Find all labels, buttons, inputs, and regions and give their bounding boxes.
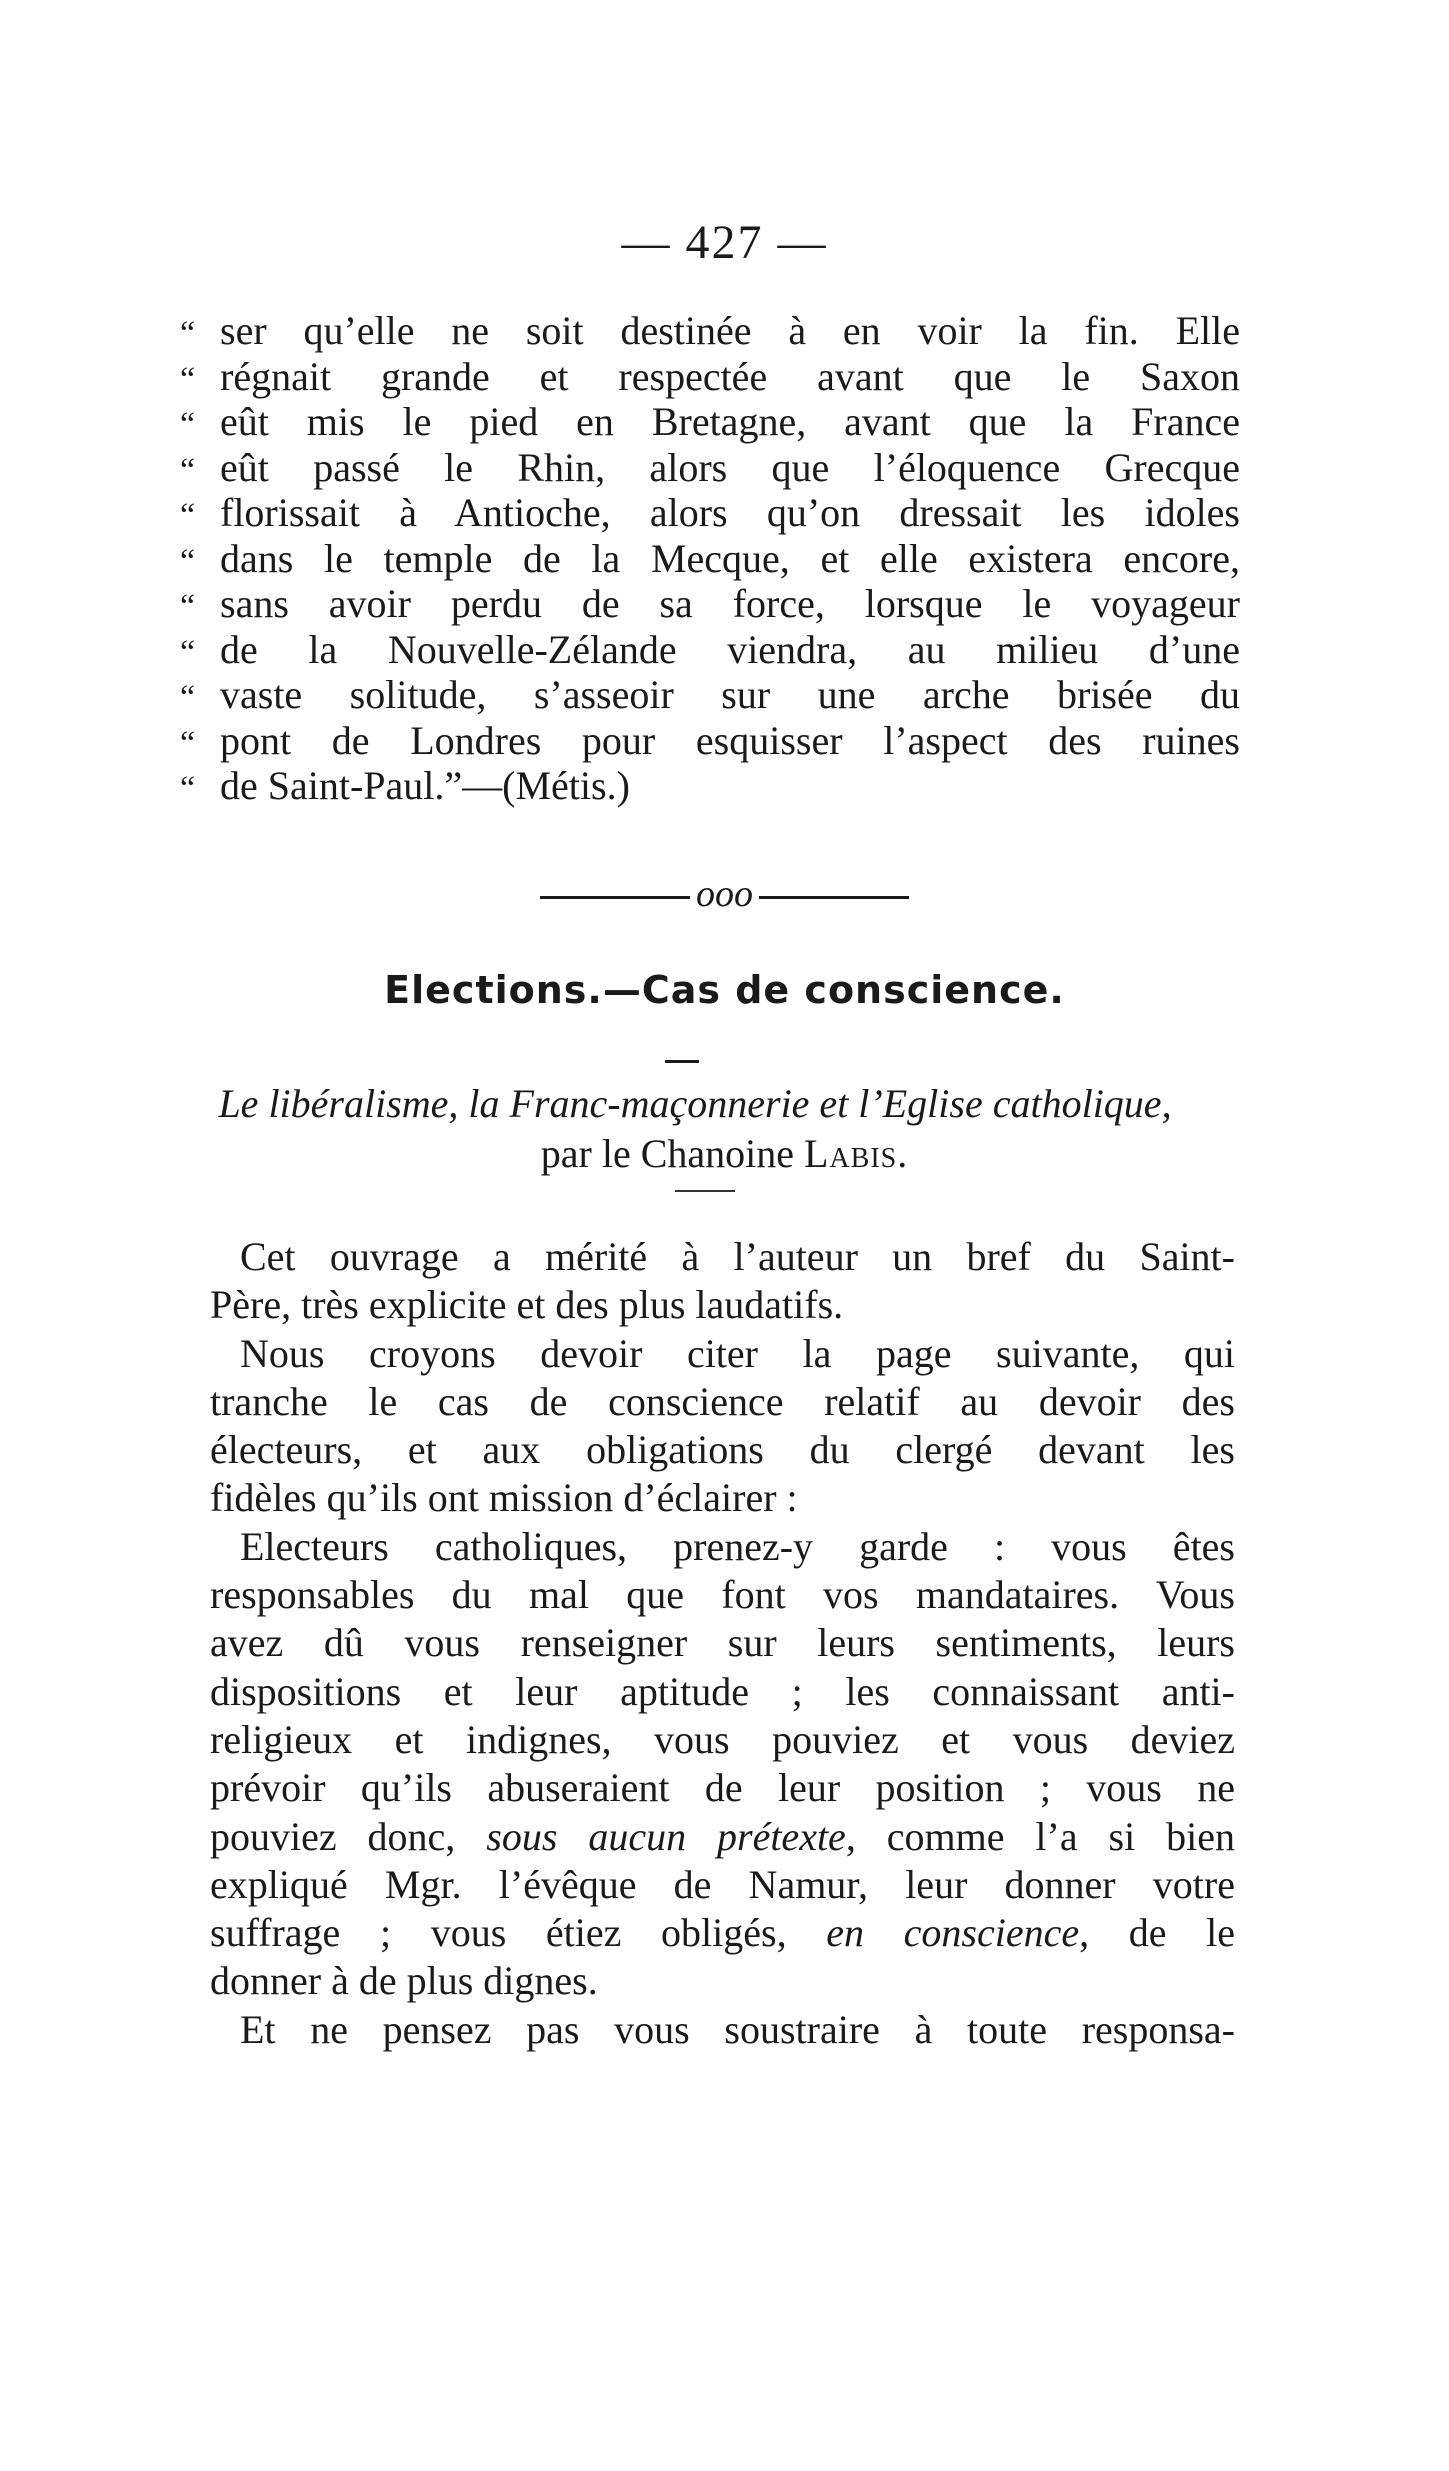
- quote-mark: “: [180, 588, 196, 625]
- quote-line: [180, 763, 1240, 809]
- body-line: responsables du mal que font vos mandataires. Vous: [210, 1572, 1235, 1618]
- quote-line: [180, 581, 1240, 627]
- quote-line: [180, 627, 1240, 673]
- body-line-text: , comme l’a si bien: [845, 1813, 1236, 1859]
- subtitle-rule: [675, 1190, 735, 1192]
- body-line: Et ne pensez pas vous soustraire à toute responsa-: [240, 2006, 1235, 2052]
- quote-line-text: vaste solitude, s’asseoir sur une arche brisée du: [220, 672, 1240, 717]
- separator-text: ooo: [696, 873, 753, 915]
- body-line-text: pouviez donc,: [210, 1813, 487, 1859]
- body-line: expliqué Mgr. l’évêque de Namur, leur donner votre: [210, 1861, 1235, 1907]
- body-line: dispositions et leur aptitude ; les connaissant anti-: [210, 1668, 1235, 1714]
- quote-line-text: eût mis le pied en Bretagne, avant que la France: [220, 399, 1240, 444]
- body-line: tranche le cas de conscience relatif au devoir des: [210, 1378, 1235, 1424]
- book-author: [0, 1130, 1449, 1178]
- quote-line: [180, 672, 1240, 718]
- quote-mark: “: [180, 679, 196, 716]
- quote-line: [180, 536, 1240, 582]
- body-line-emphasis: en conscience: [826, 1910, 1080, 1956]
- body-line: avez dû vous renseigner sur leurs sentiments, leurs: [210, 1620, 1235, 1666]
- quote-line-text: florissait à Antioche, alors qu’on dressait les idoles: [220, 490, 1240, 535]
- quote-line-text: eût passé le Rhin, alors que l’éloquence Grecque: [220, 444, 1240, 490]
- section-separator: [0, 872, 1449, 916]
- quote-line-text: régnait grande et respectée avant que le Saxon: [220, 353, 1240, 399]
- page-number: — 427 —: [621, 216, 828, 269]
- quote-line-text: dans le temple de la Mecque, et elle existera encore,: [220, 535, 1240, 581]
- quote-line: [180, 490, 1240, 536]
- quote-mark: “: [180, 542, 196, 580]
- title-rule: [665, 1060, 699, 1063]
- body-line: Cet ouvrage a mérité à l’auteur un bref du Saint-: [240, 1234, 1235, 1279]
- quote-mark: “: [180, 633, 196, 671]
- quote-line-text: ser qu’elle ne soit destinée à en voir la fin. Elle: [220, 308, 1240, 353]
- quote-mark: “: [180, 770, 196, 807]
- body-line: prévoir qu’ils abuseraient de leur position ; vous ne: [210, 1765, 1235, 1811]
- body-line-emphasis: sous aucun prétexte: [486, 1813, 846, 1859]
- body-line-text: suffrage ; vous étiez obligés,: [210, 1910, 827, 1956]
- body-line: Electeurs catholiques, prenez-y garde : vous êtes: [240, 1523, 1235, 1569]
- author-prefix: par le Chanoine: [540, 1131, 794, 1176]
- body-line: donner à de plus dignes.: [210, 1958, 598, 2004]
- quote-block: [180, 308, 1240, 809]
- quote-line: [180, 445, 1240, 491]
- quote-line-text: de Saint-Paul.”—(Métis.): [220, 763, 630, 808]
- quote-line: [180, 399, 1240, 445]
- author-name: Labis.: [804, 1131, 909, 1176]
- body-text: [210, 1233, 1235, 2054]
- quote-mark: “: [180, 360, 196, 398]
- body-line: fidèles qu’ils ont mission d’éclairer :: [210, 1475, 798, 1521]
- quote-mark: “: [180, 497, 196, 534]
- body-line: religieux et indignes, vous pouviez et vous deviez: [210, 1716, 1235, 1762]
- body-line: [210, 1813, 1235, 1861]
- book-title: Le libéralisme, la Franc-maçonnerie et l’Eglise catholique,: [218, 1081, 1172, 1126]
- quote-mark: “: [180, 406, 196, 443]
- quote-mark: “: [180, 724, 196, 762]
- quote-mark: “: [180, 315, 196, 352]
- section-title: Elections.—Cas de conscience.: [384, 968, 1065, 1012]
- quote-line: [180, 718, 1240, 764]
- quote-line: [180, 308, 1240, 354]
- quote-line-text: de la Nouvelle-Zélande viendra, au milieu d’une: [220, 626, 1240, 672]
- body-line-text: , de le: [1079, 1910, 1236, 1956]
- quote-line-text: pont de Londres pour esquisser l’aspect des ruines: [220, 717, 1240, 763]
- body-line: [210, 1909, 1235, 1957]
- body-line: Père, très explicite et des plus laudatifs.: [210, 1282, 844, 1328]
- separator-rule-right: [759, 896, 909, 899]
- body-line: Nous croyons devoir citer la page suivante, qui: [240, 1330, 1235, 1376]
- separator-rule-left: [540, 896, 690, 899]
- quote-line: [180, 354, 1240, 400]
- quote-line-text: sans avoir perdu de sa force, lorsque le voyageur: [220, 581, 1240, 626]
- quote-mark: “: [180, 451, 196, 489]
- body-line: électeurs, et aux obligations du clergé devant les: [210, 1427, 1235, 1473]
